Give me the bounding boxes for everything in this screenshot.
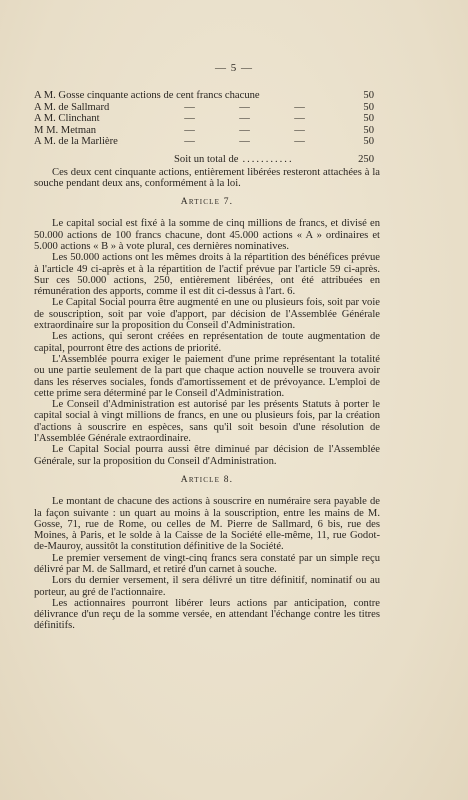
article-7-paragraph: Le Capital Social pourra être augmenté en une ou plusieurs fois, soit par voie de souscription, soit par voie d'apport, par décision de l'Assemblée Générale extraordinaire sur la proposition du Conseil d'Administration. xyxy=(34,297,380,332)
article-8-paragraph: Le premier versement de vingt-cinq francs sera constaté par un simple reçu délivré par M. de Sallmard, et retiré d'un carnet à souche. xyxy=(34,552,380,575)
shareholder-name: M M. Metman xyxy=(34,124,97,136)
page-number: — 5 — xyxy=(215,62,253,74)
shareholder-value: 50 xyxy=(363,101,374,113)
total-leader-dots: ........... xyxy=(242,153,294,165)
shareholder-row xyxy=(34,125,380,137)
shareholder-value: 50 xyxy=(363,90,374,101)
article-8-paragraph: Le montant de chacune des actions à souscrire en numéraire sera payable de la façon suivante : un quart au moins à la souscription, entre les mains de M. Gosse, 71, rue de Rome, ou celles de M. Pierre de Sallmard, 6 bis, rue des Moines, à Paris, et le solde à la Caisse de la Société elle-même, 11, rue Godot-de-Mauroy, aussitôt la constitution définitive de la Société. xyxy=(34,496,380,553)
shareholder-value: 50 xyxy=(363,124,374,136)
shareholder-row xyxy=(34,136,380,148)
ditto-dash: — xyxy=(294,124,305,136)
shareholder-list xyxy=(34,90,380,148)
ditto-dash: — xyxy=(239,124,250,136)
total-label: Soit un total de xyxy=(174,153,239,165)
ditto-dash: — xyxy=(184,113,195,124)
intro-paragraph: Ces deux cent cinquante actions, entièrement libérées resteront attachées à la souche pendant deux ans, conformément à la loi. xyxy=(34,166,380,189)
article-7-heading: Article 7. xyxy=(180,197,234,208)
shareholder-row xyxy=(34,102,380,114)
shareholder-name: A M. Clinchant xyxy=(34,113,100,124)
article-7-paragraph: Les 50.000 actions ont les mêmes droits à la répartition des bénéfices prévue à l'article 49 ci-après et à la répartition de l'actif prévue par l'article 59 ci-après. Sur ces 50.000 actions, 250, entièrement libérées, ont été attribuées en rémunération des apports, comme il est dit ci-dessus à l'art. 6. xyxy=(34,252,380,298)
ditto-dash: — xyxy=(239,113,250,124)
ditto-dash: — xyxy=(294,136,305,147)
shareholder-row xyxy=(34,90,380,102)
ditto-dash: — xyxy=(239,101,250,113)
article-7-paragraph: Le capital social est fixé à la somme de cinq millions de francs, et divisé en 50.000 actions de 100 francs chacune, dont 45.000 actions « A » ordinaires et 5.000 actions « B » à vote plural, ces dernières nominatives. xyxy=(34,218,380,252)
article-8-paragraph: Lors du dernier versement, il sera délivré un titre définitif, nominatif ou au porteur, au gré de l'actionnaire. xyxy=(34,575,380,598)
ditto-dash: — xyxy=(184,101,195,113)
article-8-paragraph: Les actionnaires pourront libérer leurs actions par anticipation, contre délivrance d'un reçu de la somme versée, en attendant l'échange contre les titres définitifs. xyxy=(34,597,380,632)
shareholder-name: A M. de la Marlière xyxy=(34,136,118,147)
shareholder-value: 50 xyxy=(363,113,374,124)
shareholder-name: A M. de Sallmard xyxy=(34,101,110,113)
shareholder-value: 50 xyxy=(363,136,374,147)
total-value: 250 xyxy=(358,153,374,165)
article-7-paragraph: Les actions, qui seront créées en représentation de toute augmentation de capital, pourront être des actions de priorité. xyxy=(34,331,380,354)
shareholder-row xyxy=(34,113,380,125)
ditto-dash: — xyxy=(294,113,305,124)
ditto-dash: — xyxy=(184,136,195,147)
article-7-paragraph: L'Assemblée pourra exiger le paiement d'une prime représentant la totalité ou une partie seulement de la part que chaque action nouvelle se trouvera avoir dans les réserves sociales, fonds d'amortissement et de prévoyance. L'emploi de cette prime sera déterminé par le Conseil d'Administration. xyxy=(34,353,380,399)
shareholder-name: A M. Gosse cinquante actions de cent francs chacune xyxy=(34,90,260,101)
total-line xyxy=(34,154,380,167)
article-8-heading: Article 8. xyxy=(180,474,234,485)
page-content xyxy=(34,90,380,632)
article-7-paragraph: Le Capital Social pourra aussi être diminué par décision de l'Assemblée Générale, sur la proposition du Conseil d'Administration. xyxy=(34,444,380,467)
ditto-dash: — xyxy=(294,101,305,113)
ditto-dash: — xyxy=(184,124,195,136)
article-7-paragraph: Le Conseil d'Administration est autorisé par les présents Statuts à porter le capital social à vingt millions de francs, en une ou plusieurs fois, par la création d'actions à souscrire en espèces, sans qu'il soit besoin d'une résolution de l'Assemblée Générale extraordinaire. xyxy=(34,399,380,445)
ditto-dash: — xyxy=(239,136,250,147)
